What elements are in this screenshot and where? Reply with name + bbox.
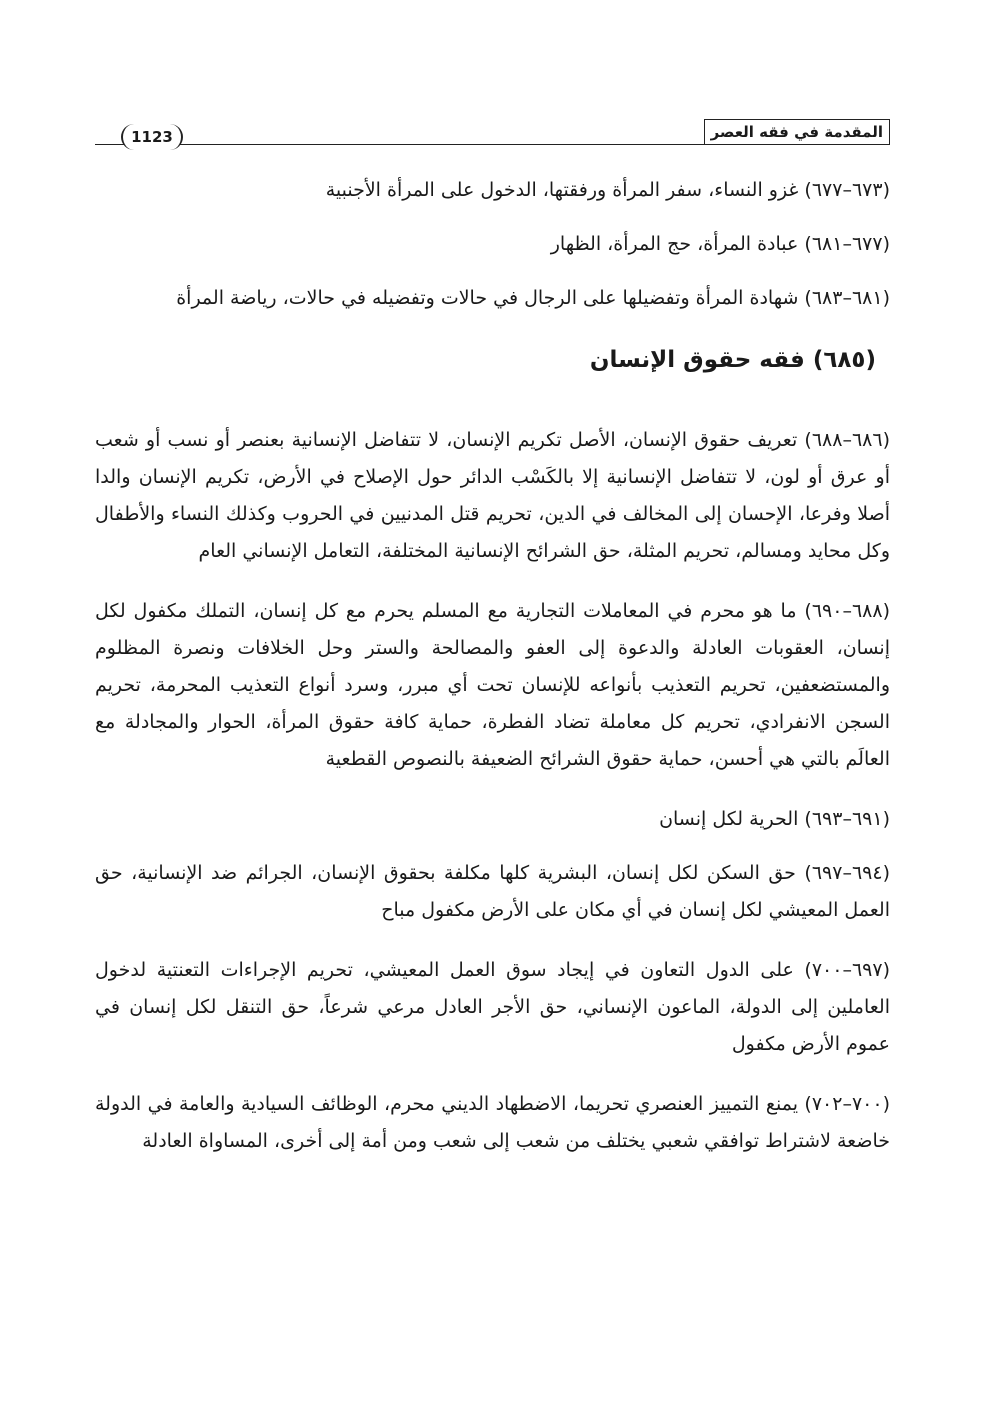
index-entry: (٦٩٤–٦٩٧) حق السكن لكل إنسان، البشرية كلها مكلفة بحقوق الإنسان، الجرائم ضد الإنسانية، حق العمل المعيشي لكل إنسان في أي مكان على الأرض مكفول مباح [95,862,890,921]
section-heading: (٦٨٥) فقه حقوق الإنسان [589,347,876,373]
index-entry: (٦٨١–٦٨٣) شهادة المرأة وتفضيلها على الرجال في حالات وتفضيله في حالات، رياضة المرأة [176,287,890,309]
index-entry: (٦٧٧–٦٨١) عبادة المرأة، حج المرأة، الظهار [550,233,890,255]
page-number: 1123 [121,124,183,150]
index-entry: (٦٨٦–٦٨٨) تعريف حقوق الإنسان، الأصل تكريم الإنسان، لا تتفاضل الإنسانية بعنصر أو نسب أو شعب أو عرق أو لون، لا تتفاضل الإنسانية إلا بالكَسْب الدائر حول الإصلاح في الأرض، تكريم الإنسان والدا أصلا وفرعا، الإحسان إلى المخالف في الدين، تحريم قتل المدنيين في الحروب وكذلك النساء والأطفال وكل محايد ومسالم، تحريم المثلة، حق الشرائح الإنسانية المختلفة، التعامل الإنساني العام [95,429,890,562]
page-body [95,172,890,1183]
index-entry: (٦٧٣–٦٧٧) غزو النساء، سفر المرأة ورفقتها، الدخول على المرأة الأجنبية [325,179,890,201]
running-title: المقدمة في فقه العصر [704,119,890,144]
index-entry: (٦٩١–٦٩٣) الحرية لكل إنسان [659,808,890,830]
header-rule [95,144,890,145]
index-entry: (٦٨٨–٦٩٠) ما هو محرم في المعاملات التجارية مع المسلم يحرم مع كل إنسان، التملك مكفول لكل إنسان، العقوبات العادلة والدعوة إلى العفو والمصالحة والستر وحل الخلافات ونصرة المظلوم والمستضعفين، تحريم التعذيب بأنواعه للإنسان تحت أي مبرر، وسرد أنواع التعذيب المحرمة، تحريم السجن الانفرادي، تحريم كل معاملة تضاد الفطرة، حماية كافة حقوق المرأة، الحوار والمجادلة مع العالَم بالتي هي أحسن، حماية حقوق الشرائح الضعيفة بالنصوص القطعية [95,600,890,770]
page-header [95,118,890,158]
index-entry: (٧٠٠–٧٠٢) يمنع التمييز العنصري تحريما، الاضطهاد الديني محرم، الوظائف السيادية والعامة في الدولة خاضعة لاشتراط توافقي شعبي يختلف من شعب إلى شعب ومن أمة إلى أخرى، المساواة العادلة [95,1093,890,1152]
index-entry: (٦٩٧–٧٠٠) على الدول التعاون في إيجاد سوق العمل المعيشي، تحريم الإجراءات التعنتية لدخول العاملين إلى الدولة، الماعون الإنساني، حق الأجر العادل مرعي شرعاً، حق التنقل لكل إنسان في عموم الأرض مكفول [95,959,890,1055]
